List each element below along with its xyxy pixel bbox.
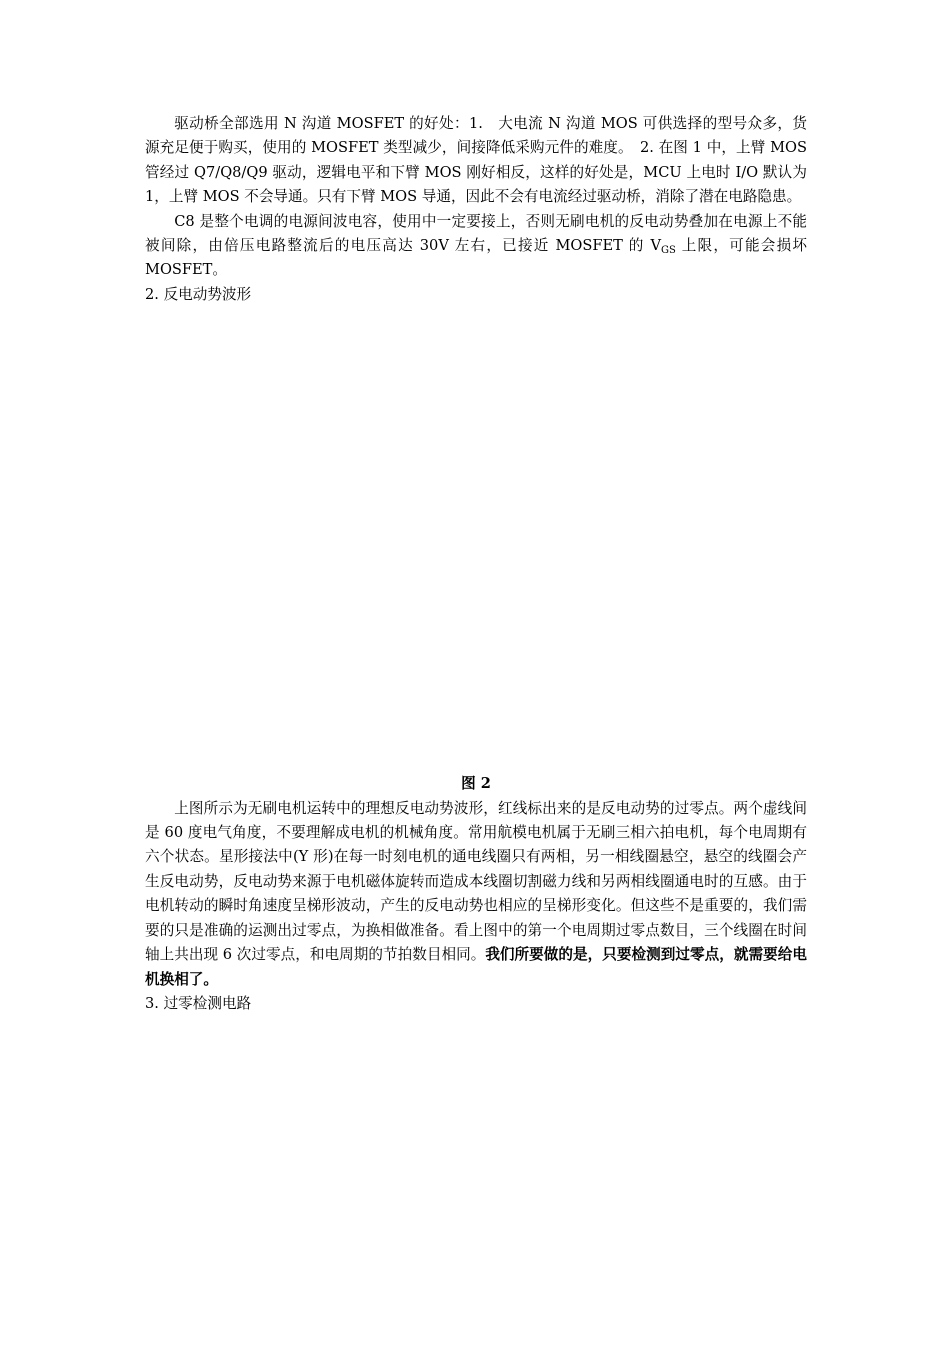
section-heading-back-emf: 2. 反电动势波形	[145, 285, 252, 303]
paragraph-c8-capacitor	[145, 210, 807, 283]
figure-2-placeholder	[145, 307, 807, 772]
section-heading-zero-crossing: 3. 过零检测电路	[145, 994, 252, 1012]
figure-caption: 图 2	[461, 775, 491, 793]
paragraph-back-emf-explanation	[145, 797, 807, 992]
back-emf-bold-conclusion: 我们所要做的是，只要检测到过零点，就需要给电机换相了。	[145, 946, 807, 988]
paragraph-mosfet-advantages: 驱动桥全部选用 N 沟道 MOSFET 的好处：1. 大电流 N 沟道 MOS 可供选择的型号众多，货源充足便于购买，使用的 MOSFET 类型减少，间接降低采购元件的难度。 2. 在图 1 中，上臂 MOS 管经过 Q7/Q8/Q9 驱动，逻辑电平和下臂 MOS 刚好相反，这样的好处是，MCU 上电时 I/O 默认为 1，上臂 MOS 不会导通。只有下臂 MOS 导通，因此不会有电流经过驱动桥，消除了潜在电路隐患。	[145, 115, 807, 206]
vgs-subscript: GS	[660, 245, 676, 257]
document-page	[145, 112, 807, 1016]
back-emf-text: 上图所示为无刷电机运转中的理想反电动势波形，红线标出来的是反电动势的过零点。两个虚线间是 60 度电气角度，不要理解成电机的机械角度。常用航模电机属于无刷三相六拍电机，每个电周期有六个状态。星形接法中(Y 形)在每一时刻电机的通电线圈只有两相，另一相线圈悬空，悬空的线圈会产生反电动势，反电动势来源于电机磁体旋转而造成本线圈切割磁力线和另两相线圈通电时的互感。由于电机转动的瞬时角速度呈梯形波动，产生的反电动势也相应的呈梯形变化。但这些不是重要的，我们需要的只是准确的运测出过零点，为换相做准备。看上图中的第一个电周期过零点数目，三个线圈在时间轴上共出现 6 次过零点，和电周期的节拍数目相同。	[145, 799, 807, 964]
c8-text-after: 上限，可能会损坏 MOSFET。	[145, 237, 808, 279]
c8-text-before: C8 是整个电调的电源间波电容，使用中一定要接上，否则无刷电机的反电动势叠加在电源上不能被间除，由倍压电路整流后的电压高达 30V 左右，已接近 MOSFET 的 V	[145, 212, 807, 255]
